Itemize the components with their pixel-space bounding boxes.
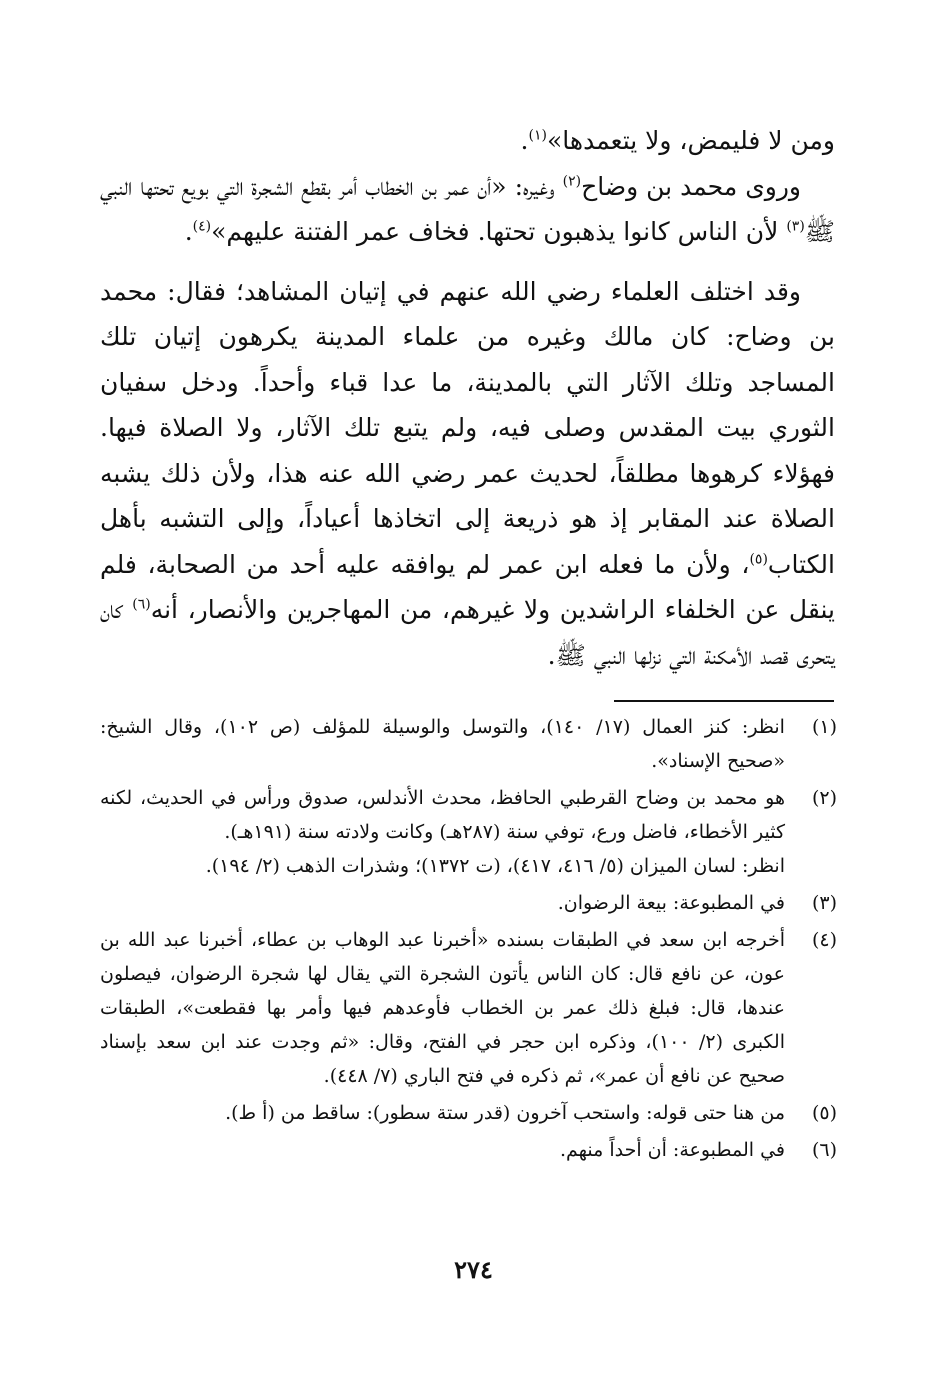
- footnote-ref-2: (٢): [562, 173, 582, 190]
- footnote-1: [100, 710, 837, 778]
- paragraph-1-end: .: [520, 126, 529, 155]
- page-number: ٢٧٤: [454, 1255, 493, 1284]
- footnote-number: (٤): [811, 929, 837, 951]
- footnote-text: انظر: كنز العمال (١٧/ ١٤٠)، والتوسل والوسيلة للمؤلف (ص ١٠٢)، وقال الشيخ: «صحيح الإسناد».: [100, 716, 785, 772]
- paragraph-1-text: ومن لا فليمض، ولا يتعمدها»: [546, 126, 835, 155]
- paragraph-1: [100, 118, 835, 164]
- footnote-number: (٥): [811, 1102, 837, 1124]
- footnote-number: (٢): [811, 787, 837, 809]
- footnote-ref-3: (٣): [786, 218, 805, 235]
- footnote-text-reference: انظر: لسان الميزان (٥/ ٤١٦، ٤١٧)، (ت ١٣٧٢)؛ وشذرات الذهب (٢/ ١٩٤).: [205, 855, 785, 877]
- paragraph-2-text-b: وغيره: «أن عمر بن الخطاب أمر بقطع الشجرة التي بويع تحتها النبي ﷺ: [100, 171, 835, 246]
- paragraph-3-text-b: ، ولأن ما فعله ابن عمر لم يوافقه عليه أحد من الصحابة، فلم ينقل عن الخلفاء الراشدين ولا غيرهم، من المهاجرين والأنصار، أنه: [100, 549, 835, 624]
- footnote-number: (٣): [811, 892, 837, 914]
- footnote-body: [100, 781, 785, 883]
- footnote-text: أخرجه ابن سعد في الطبقات بسنده «أخبرنا عبد الوهاب بن عطاء، أخبرنا عبد الله بن عون، عن نافع قال: كان الناس يأتون الشجرة التي يقال لها شجرة الرضوان، فيصلون عندها، قال: فبلغ ذلك عمر بن الخطاب فأوعدهم فيها وأمر بها فقطعت»، الطبقات الكبرى (٢/ ١٠٠)، وذكره ابن حجر في الفتح، وقال: «ثم وجدت عند ابن سعد بإسناد صحيح عن نافع أن عمر»، ثم ذكره في فتح الباري (٧/ ٤٤٨).: [100, 929, 785, 1087]
- footnote-text: في المطبوعة: بيعة الرضوان.: [557, 892, 785, 914]
- paragraph-3-text-c: كان يتحرى قصد الأمكنة التي نزلها النبي ﷺ.: [100, 595, 835, 670]
- footnote-4: [100, 923, 837, 1093]
- footnotes: [100, 710, 837, 1170]
- paragraph-2-text-c: لأن الناس كانوا يذهبون تحتها. فخاف عمر الفتنة عليهم»: [211, 217, 787, 246]
- footnote-2: [100, 781, 837, 883]
- paragraph-3-text-a: وقد اختلف العلماء رضي الله عنهم في إتيان المشاهد؛ فقال: محمد بن وضاح: كان مالك وغيره من علماء المدينة يكرهون إتيان تلك المساجد وتلك الآثار التي بالمدينة، ما عدا قباء وأحداً. ودخل سفيان الثوري بيت المقدس وصلى فيه، ولم يتبع تلك الآثار، ولا الصلاة فيها. فهؤلاء كرهوها مطلقاً، لحديث عمر رضي الله عنه هذا، ولأن ذلك يشبه الصلاة عند المقابر إذ هو ذريعة إلى اتخاذها أعياداً، وإلى التشبه بأهل الكتاب: [100, 276, 835, 579]
- paragraph-2-text-a: وروى محمد بن وضاح: [581, 171, 801, 201]
- paragraph-3: [100, 269, 835, 679]
- footnote-3: [100, 886, 837, 920]
- footnote-text: من هنا حتى قوله: واستحب آخرون (قدر ستة سطور): ساقط من (أ ط).: [225, 1102, 785, 1124]
- footnote-ref-4: (٤): [192, 218, 212, 235]
- footnote-text: هو محمد بن وضاح القرطبي الحافظ، محدث الأندلس، صدوق ورأس في الحديث، لكنه كثير الأخطاء، فاضل ورع، توفي سنة (٢٨٧هـ) وكانت ولادته سنة (١٩١هـ).: [100, 787, 785, 843]
- footnote-5: [100, 1096, 837, 1130]
- paragraph-2-end: .: [184, 217, 193, 246]
- footnote-divider: [614, 700, 834, 702]
- footnote-6: [100, 1133, 837, 1167]
- footnote-text: في المطبوعة: أن أحداً منهم.: [559, 1139, 785, 1161]
- footnote-ref-6: (٦): [132, 596, 151, 613]
- paragraph-2: [100, 164, 835, 255]
- footnote-number: (٦): [811, 1139, 837, 1161]
- footnote-number: (١): [811, 716, 837, 738]
- footnote-ref-5: (٥): [749, 551, 768, 568]
- footnote-ref-1: (١): [528, 127, 547, 144]
- main-text: [100, 118, 835, 678]
